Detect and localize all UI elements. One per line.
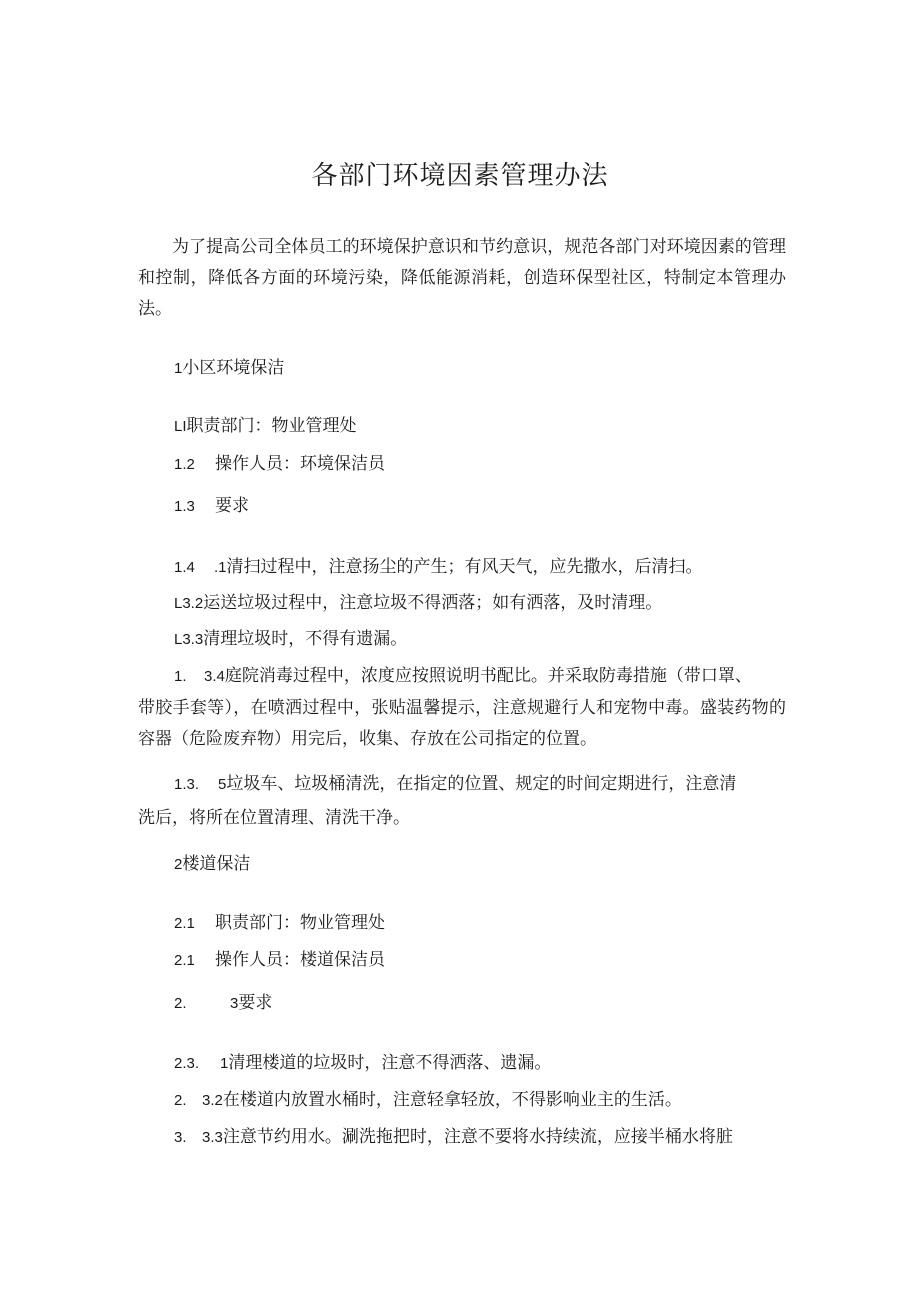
item-sub-number: 1 [220, 1055, 229, 1072]
item-sub-number: 5 [218, 776, 227, 793]
item-text: 庭院消毒过程中，浓度应按照说明书配比。并采取防毒措施（带口罩、 [224, 666, 752, 686]
item-1-3-5-continued: 洗后，将所在位置清理、清洗干净。 [138, 808, 410, 828]
item-1-3-4 [174, 664, 752, 689]
item-text: 操作人员：环境保洁员 [215, 454, 385, 474]
item-sub-number: 3.4 [204, 668, 225, 685]
item-text: 运送垃圾过程中，注意垃圾不得洒落；如有洒落，及时清理。 [203, 593, 663, 613]
item-1-2 [174, 452, 385, 477]
section-number: 2 [174, 856, 183, 873]
item-2-3-1 [174, 1051, 551, 1076]
item-text: 清理楼道的垃圾时，注意不得洒落、遗漏。 [228, 1053, 552, 1073]
item-2-3-2 [174, 1088, 682, 1113]
item-text: 注意节约用水。涮洗拖把时，注意不要将水持续流，应接半桶水将脏 [222, 1127, 733, 1147]
item-sub-number: 3.2 [202, 1092, 223, 1109]
item-number: 2. [174, 1092, 187, 1109]
item-text: 垃圾车、垃圾桶清洗，在指定的位置、规定的时间定期进行，注意清 [226, 774, 737, 794]
item-2-3-3 [174, 1125, 733, 1150]
item-1-3-4-continued: 带胶手套等），在喷洒过程中，张贴温馨提示，注意规避行人和宠物中毒。盛装药物的容器（危险废弃物）用完后，收集、存放在公司指定的位置。 [138, 698, 786, 749]
item-number: 3. [174, 1129, 187, 1146]
item-1-1 [174, 414, 357, 439]
item-number: 1.3 [174, 498, 195, 515]
item-number: L3.2 [174, 595, 204, 612]
item-sub-number: 3 [230, 995, 239, 1012]
item-number: LI [174, 418, 187, 435]
item-text: 职责部门：物业管理处 [186, 416, 357, 436]
item-number: 2.1 [174, 915, 195, 932]
section-2-heading [174, 852, 250, 877]
item-text: 操作人员：楼道保洁员 [215, 950, 385, 970]
item-number: L3.3 [174, 631, 204, 648]
item-number: 2.1 [174, 952, 195, 969]
item-1-3-1 [174, 555, 703, 580]
item-2-2 [174, 948, 385, 973]
section-title: 楼道保洁 [182, 854, 251, 874]
item-number: 2. [174, 995, 187, 1012]
item-2-3 [174, 991, 272, 1016]
item-text: 清理垃圾时，不得有遗漏。 [203, 629, 408, 649]
item-1-3-5 [174, 772, 736, 797]
item-number: 1. [174, 668, 187, 685]
item-text: 要求 [215, 496, 249, 516]
section-number: 1 [174, 360, 183, 377]
section-title: 小区环境保洁 [182, 358, 285, 378]
section-1-heading [174, 356, 284, 381]
document-title: 各部门环境因素管理办法 [311, 161, 609, 191]
item-number: 2.3. [174, 1055, 200, 1072]
item-2-1 [174, 911, 385, 936]
item-1-3-3 [174, 627, 407, 652]
item-text: 要求 [238, 993, 273, 1013]
item-text: 清扫过程中，注意扬尘的产生；有风天气，应先撒水，后清扫。 [226, 557, 703, 577]
item-1-3 [174, 494, 249, 519]
item-text: 在楼道内放置水桶时，注意轻拿轻放，不得影响业主的生活。 [222, 1090, 682, 1110]
item-sub-number: 3.3 [202, 1129, 223, 1146]
item-1-3-2 [174, 591, 662, 616]
intro-paragraph: 为了提高公司全体员工的环境保护意识和节约意识，规范各部门对环境因素的管理和控制，降低各方面的环境污染，降低能源消耗，创造环保型社区，特制定本管理办法。 [138, 237, 786, 319]
item-text: 职责部门：物业管理处 [215, 913, 385, 933]
item-number: 1.4 [174, 559, 195, 576]
item-number: 1.2 [174, 456, 195, 473]
item-number: 1.3. [174, 776, 200, 793]
item-sub-number: .1 [214, 559, 227, 576]
